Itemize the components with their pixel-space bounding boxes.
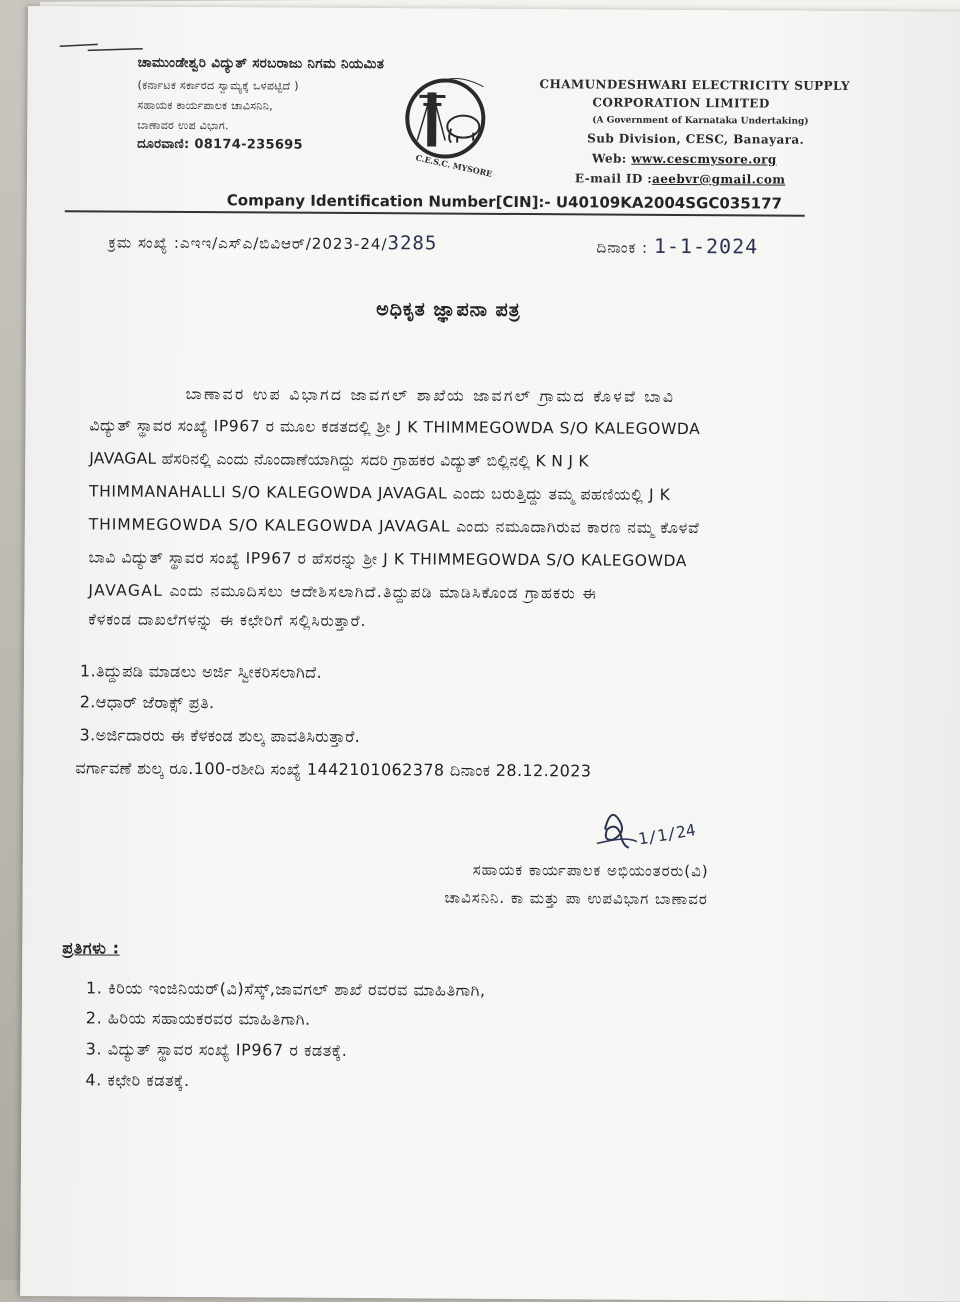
web-link[interactable]: www.cescmysore.org <box>631 151 777 167</box>
copy-item-2: 2. ಹಿರಿಯ ಸಹಾಯಕರವರ ಮಾಹಿತಿಗಾಗಿ. <box>85 1008 311 1029</box>
cesc-logo <box>397 70 508 171</box>
kn-subdivision: ಬಾಣಾವರ ಉಪ ವಿಭಾಗ. <box>137 118 229 133</box>
document-item-3: 3.ಅರ್ಜಿದಾರರು ಈ ಕೆಳಕಂಡ ಶುಲ್ಕ ಪಾವತಿಸಿರುತ್ತಾರೆ. <box>79 725 361 747</box>
en-org-line2: CORPORATION LIMITED <box>592 95 770 111</box>
kn-phone: ದೂರವಾಣಿ: 08174-235695 <box>137 136 303 153</box>
date-label: ದಿನಾಂಕ : <box>596 238 649 257</box>
body-line-6: ಬಾವಿ ವಿದ್ಯುತ್ ಸ್ಥಾವರ ಸಂಖ್ಯೆ IP967 ರ ಹೆಸರನ್ನು ಶ್ರೀ J K THIMMEGOWDA S/O KALEGOWDA <box>88 548 688 571</box>
kn-govt-undertaking: (ಕರ್ನಾಟಕ ಸರ್ಕಾರದ ಸ್ವಾಮ್ಯಕ್ಕೆ ಒಳಪಟ್ಟಿದೆ ) <box>137 78 299 93</box>
email-line <box>575 171 786 186</box>
web-line <box>592 151 777 166</box>
pen-mark-icon <box>58 36 148 59</box>
body-line-7: JAVAGAL ಎಂದು ನಮೂದಿಸಲು ಆದೇಶಿಸಲಾಗಿದೆ.ತಿದ್ದುಪಡಿ ಮಾಡಿಸಿಕೊಂಡ ಗ್ರಾಹಕರು ಈ <box>88 581 598 603</box>
reference-date <box>596 233 758 258</box>
reference-number-handwritten: 3285 <box>387 232 438 255</box>
document-title: ಅಧಿಕೃತ ಜ್ಞಾಪನಾ ಪತ್ರ <box>376 298 521 322</box>
copy-item-4: 4. ಕಛೇರಿ ಕಡತಕ್ಕೆ. <box>85 1070 190 1091</box>
kn-office: ಸಹಾಯಕ ಕಾರ್ಯಪಾಲಕ ಚಾವಿಸನಿನಿ, <box>137 98 273 113</box>
signatory-designation: ಸಹಾಯಕ ಕಾರ್ಯಪಾಲಕ ಅಭಿಯಂತರರು(ವಿ) <box>472 860 709 881</box>
en-org-line1: CHAMUNDESHWARI ELECTRICITY SUPPLY <box>539 77 851 94</box>
kn-org-name: ಚಾಮುಂಡೇಶ್ವರಿ ವಿದ್ಯುತ್ ಸರಬರಾಜು ನಿಗಮ ನಿಯಮಿತ <box>137 54 385 73</box>
cin-line: Company Identification Number[CIN]:- U40109KA2004SGC035177 <box>226 191 783 213</box>
reference-label: ಕ್ರಮ ಸಂಖ್ಯೆ :ಎಇಇ/ಎಸ್ಎ/ಬಿವಿಆರ್/2023-24/ <box>108 233 388 254</box>
copy-item-1: 1. ಕಿರಿಯ ಇಂಜಿನಿಯರ್(ವಿ)ಸೆಸ್ಕ್,ಜಾವಗಲ್ ಶಾಖೆ ರವರವ ಮಾಹಿತಿಗಾಗಿ, <box>85 978 486 1000</box>
en-govt-undertaking: (A Government of Karnataka Undertaking) <box>592 115 809 127</box>
document-item-1: 1.ತಿದ್ದುಪಡಿ ಮಾಡಲು ಅರ್ಜಿ ಸ್ವೀಕರಿಸಲಾಗಿದೆ. <box>79 661 323 682</box>
logo-caption: C.E.S.C. MYSORE <box>414 152 494 179</box>
cesc-logo-icon <box>397 70 508 171</box>
body-line-3: JAVAGAL ಹೆಸರಿನಲ್ಲಿ ಎಂದು ನೊಂದಾಣೆಯಾಗಿದ್ದು ಸದರಿ ಗ್ರಾಹಕರ ವಿದ್ಯುತ್ ಬಿಲ್ಲಿನಲ್ಲಿ K N J K <box>89 449 589 471</box>
document-item-2: 2.ಆಧಾರ್ ಜೆರಾಕ್ಸ್ ಪ್ರತಿ. <box>79 692 215 713</box>
body-line-1: ಬಾಣಾವರ ಉಪ ವಿಭಾಗದ ಜಾವಗಲ್ ಶಾಖೆಯ ಜಾವಗಲ್ ಗ್ರಾಮದ ಕೊಳವೆ ಬಾವಿ <box>185 384 676 406</box>
signature-date: 1/1/24 <box>636 820 697 849</box>
signatory-office: ಚಾವಿಸನಿನಿ. ಕಾ ಮತ್ತು ಪಾ ಉಪವಿಭಾಗ ಬಾಣಾವರ <box>444 888 708 909</box>
copies-heading: ಪ್ರತಿಗಳು : <box>62 938 120 958</box>
email-label: E-mail ID : <box>574 171 653 186</box>
en-subdivision: Sub Division, CESC, Banayara. <box>587 131 805 147</box>
body-line-5: THIMMEGOWDA S/O KALEGOWDA JAVAGAL ಎಂದು ನಮೂದಾಗಿರುವ ಕಾರಣ ನಮ್ಮ ಕೊಳವೆ <box>88 515 700 538</box>
date-handwritten: 1-1-2024 <box>653 233 759 259</box>
letter-page <box>20 6 960 1302</box>
body-line-4: THIMMANAHALLI S/O KALEGOWDA JAVAGAL ಎಂದು ಬರುತ್ತಿದ್ದು ತಮ್ಮ ಪಹಣಿಯಲ್ಲಿ J K <box>88 482 671 504</box>
fee-receipt-line: ವರ್ಗಾವಣೆ ಶುಲ್ಕ ರೂ.100-ರಶೀದಿ ಸಂಖ್ಯೆ 1442101062378 ದಿನಾಂಕ 28.12.2023 <box>75 758 592 781</box>
email-link[interactable]: aeebvr@gmail.com <box>652 171 786 187</box>
web-label: Web: <box>592 151 627 166</box>
body-line-2: ವಿದ್ಯುತ್ ಸ್ಥಾವರ ಸಂಖ್ಯೆ IP967 ರ ಮೂಲ ಕಡತದಲ್ಲಿ ಶ್ರೀ J K THIMMEGOWDA S/O KALEGOWDA <box>89 416 701 439</box>
copy-item-3: 3. ವಿದ್ಯುತ್ ಸ್ಥಾವರ ಸಂಖ್ಯೆ IP967 ರ ಕಡತಕ್ಕೆ. <box>85 1039 348 1060</box>
reference-number <box>108 230 437 254</box>
body-line-8: ಕೆಳಕಂಡ ದಾಖಲೆಗಳನ್ನು ಈ ಕಛೇರಿಗೆ ಸಲ್ಲಿಸಿರುತ್ತಾರೆ. <box>88 610 367 631</box>
